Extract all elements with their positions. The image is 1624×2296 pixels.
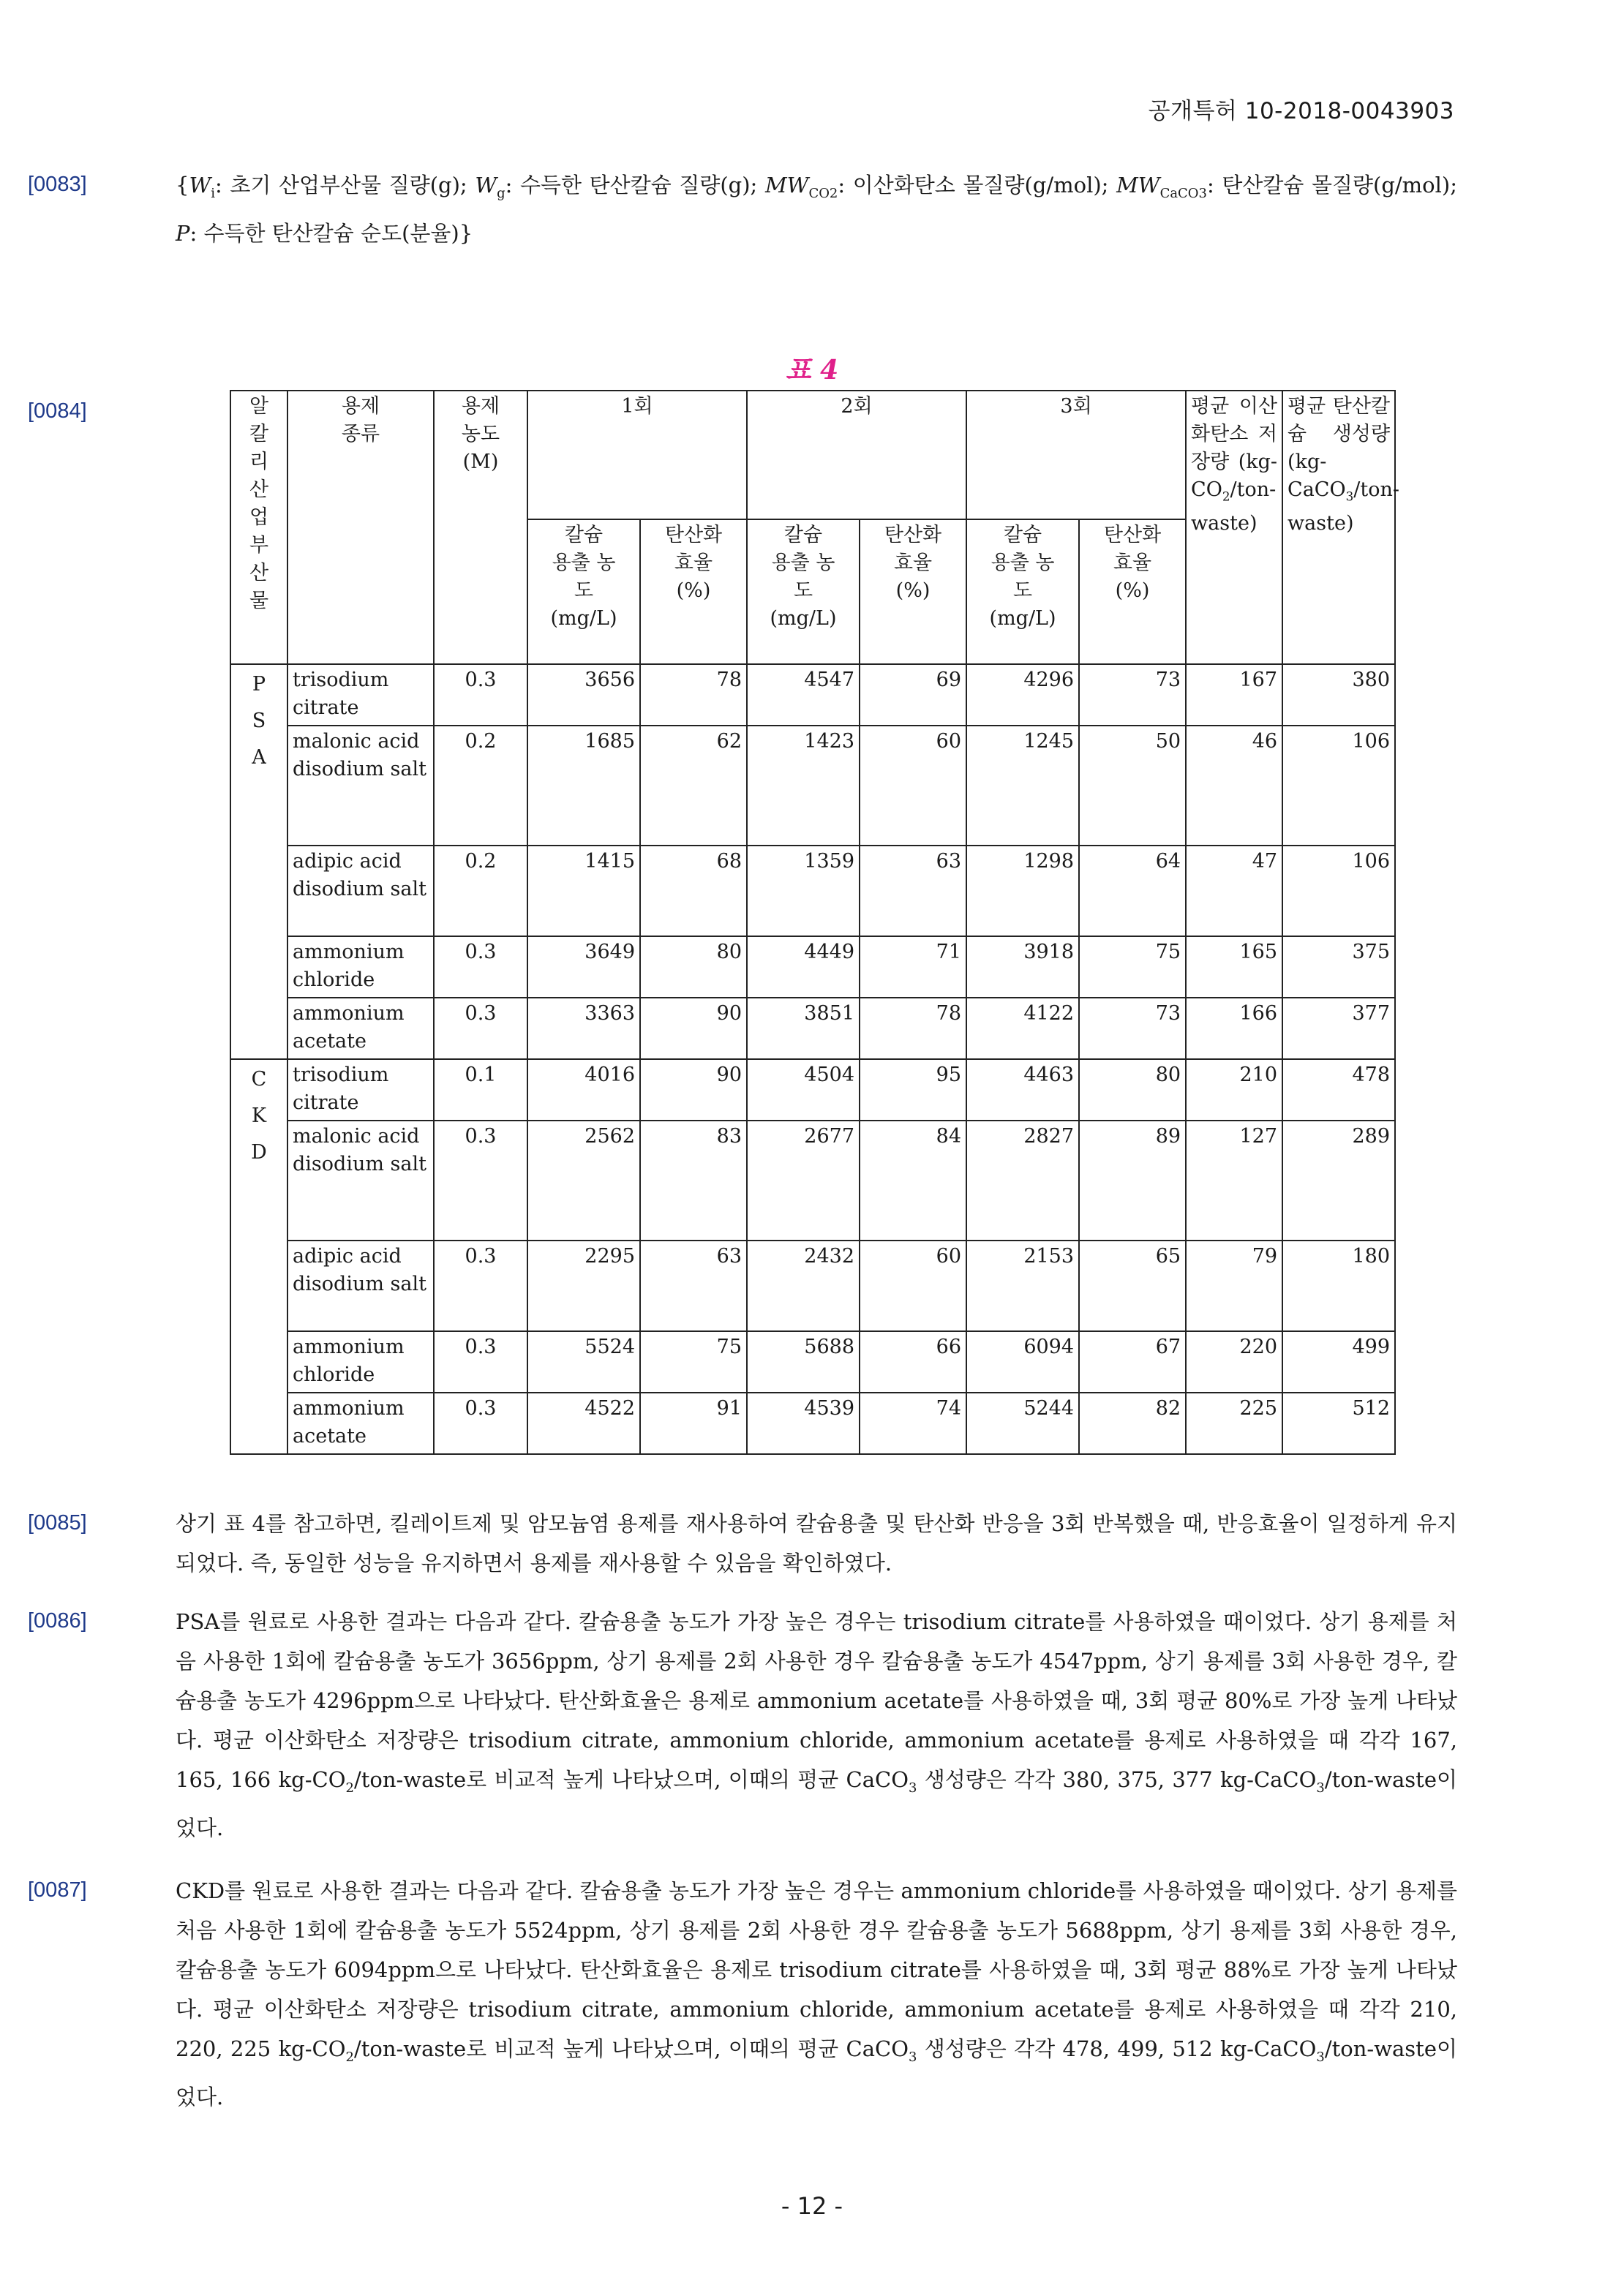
header-carb-eff: 탄산화 효율 (%) [860, 519, 966, 664]
value-cell: 90 [640, 1059, 747, 1121]
value-cell: 289 [1282, 1121, 1395, 1241]
value-cell: 75 [1079, 936, 1186, 998]
value-cell: 65 [1079, 1241, 1186, 1331]
page-number: - 12 - [781, 2192, 843, 2220]
solvent-name-cell: malonic acid disodium salt [287, 1121, 434, 1241]
solvent-conc-cell: 0.2 [434, 726, 527, 846]
document-id: 공개특허 10-2018-0043903 [1148, 98, 1454, 124]
table-row [230, 1331, 1395, 1393]
value-cell: 80 [1079, 1059, 1186, 1121]
table-row [230, 1059, 1395, 1121]
paragraph-number: [0084] [28, 399, 87, 423]
value-cell: 67 [1079, 1331, 1186, 1393]
solvent-conc-cell: 0.3 [434, 936, 527, 998]
value-cell: 89 [1079, 1121, 1186, 1241]
value-cell: 78 [860, 998, 966, 1059]
value-cell: 4122 [966, 998, 1079, 1059]
value-cell: 66 [860, 1331, 966, 1393]
solvent-name-cell: ammonium chloride [287, 936, 434, 998]
solvent-conc-cell: 0.3 [434, 664, 527, 726]
value-cell: 5244 [966, 1393, 1079, 1454]
table-row [230, 936, 1395, 998]
table-row [230, 664, 1395, 726]
value-cell: 377 [1282, 998, 1395, 1059]
value-cell: 2677 [747, 1121, 860, 1241]
value-cell: 1359 [747, 846, 860, 936]
value-cell: 1298 [966, 846, 1079, 936]
value-cell: 62 [640, 726, 747, 846]
paragraph-number: [0087] [28, 1878, 87, 1902]
value-cell: 2432 [747, 1241, 860, 1331]
solvent-name-cell: malonic acid disodium salt [287, 726, 434, 846]
header-avg-co2: 평균 이산화탄소 저장량 $(kg-CO_2/ton-waste)$ [1186, 391, 1282, 664]
value-cell: 46 [1186, 726, 1282, 846]
value-cell: 3649 [527, 936, 640, 998]
paragraph-number: [0086] [28, 1609, 87, 1633]
solvent-name-cell: trisodium citrate [287, 664, 434, 726]
value-cell: 63 [860, 846, 966, 936]
header-round-2: 2회 [747, 391, 966, 519]
table-title: 표 4 [785, 355, 839, 385]
solvent-conc-cell: 0.3 [434, 1121, 527, 1241]
table-row [230, 1241, 1395, 1331]
header-avg-caco3: 평균 탄산칼슘 생성량 (kg-CaCO$_3$/ton-waste) [1282, 391, 1395, 664]
value-cell: 4449 [747, 936, 860, 998]
value-cell: 83 [640, 1121, 747, 1241]
solvent-conc-cell: 0.3 [434, 1331, 527, 1393]
header-ca-elution: 칼슘 용출 농 도 (mg/L) [747, 519, 860, 664]
value-cell: 80 [640, 936, 747, 998]
value-cell: 4539 [747, 1393, 860, 1454]
value-cell: 512 [1282, 1393, 1395, 1454]
value-cell: 3851 [747, 998, 860, 1059]
value-cell: 127 [1186, 1121, 1282, 1241]
value-cell: 91 [640, 1393, 747, 1454]
value-cell: 499 [1282, 1331, 1395, 1393]
value-cell: 2295 [527, 1241, 640, 1331]
value-cell: 60 [860, 726, 966, 846]
header-carb-eff: 탄산화 효율 (%) [640, 519, 747, 664]
solvent-name-cell: ammonium acetate [287, 998, 434, 1059]
header-byproduct: 알 칼 리 산 업 부 산 물 [230, 391, 287, 664]
value-cell: 4463 [966, 1059, 1079, 1121]
value-cell: 79 [1186, 1241, 1282, 1331]
solvent-conc-cell: 0.2 [434, 846, 527, 936]
solvent-name-cell: adipic acid disodium salt [287, 846, 434, 936]
paragraph-0085: 상기 표 4를 참고하면, 킬레이트제 및 암모늄염 용제를 재사용하여 칼슘용출 및 탄산화 반응을 3회 반복했을 때, 반응효율이 일정하게 유지되었다. 즉, 동일한 성능을 유지하면서 용제를 재사용할 수 있음을 확인하였다. [176, 1511, 1457, 1576]
byproduct-group-label: P S A [230, 664, 287, 1059]
value-cell: 165 [1186, 936, 1282, 998]
value-cell: 69 [860, 664, 966, 726]
table-row [230, 726, 1395, 846]
value-cell: 1423 [747, 726, 860, 846]
header-round-1: 1회 [527, 391, 747, 519]
table-row [230, 846, 1395, 936]
value-cell: 5688 [747, 1331, 860, 1393]
value-cell: 166 [1186, 998, 1282, 1059]
value-cell: 106 [1282, 726, 1395, 846]
value-cell: 5524 [527, 1331, 640, 1393]
value-cell: 3363 [527, 998, 640, 1059]
table-row [230, 1121, 1395, 1241]
value-cell: 4504 [747, 1059, 860, 1121]
header-carb-eff: 탄산화 효율 (%) [1079, 519, 1186, 664]
paragraph-number: [0085] [28, 1511, 87, 1535]
value-cell: 4547 [747, 664, 860, 726]
value-cell: 478 [1282, 1059, 1395, 1121]
value-cell: 74 [860, 1393, 966, 1454]
value-cell: 47 [1186, 846, 1282, 936]
results-table [230, 390, 1399, 1455]
value-cell: 1415 [527, 846, 640, 936]
header-solvent-conc: 용제 농도 (M) [434, 391, 527, 664]
value-cell: 50 [1079, 726, 1186, 846]
value-cell: 73 [1079, 998, 1186, 1059]
value-cell: 90 [640, 998, 747, 1059]
value-cell: 225 [1186, 1393, 1282, 1454]
table-body [230, 664, 1395, 1454]
value-cell: 64 [1079, 846, 1186, 936]
solvent-conc-cell: 0.3 [434, 1241, 527, 1331]
value-cell: 180 [1282, 1241, 1395, 1331]
paragraph-0086: PSA를 원료로 사용한 결과는 다음과 같다. 칼슘용출 농도가 가장 높은 경우는 trisodium citrate를 사용하였을 때이었다. 상기 용제를 처음 사용한 1회에 칼슘용출 농도가 3656ppm, 상기 용제를 2회 사용한 경우 칼슘용출 농도가 4547ppm, 상기 용제를 3회 사용한 경우, 칼슘용출 농도가 4296ppm으로 나타났다. 탄산화효율은 용제로 ammonium acetate를 사용하였을 때, 3회 평균 80%로 가장 높게 나타났다. 평균 이산화탄소 저장량은 trisodium citrate, ammonium chloride, ammonium acetate를 용제로 사용하였을 때 각각 167, 165, 166 $kg-CO_2/ton$-waste로 비교적 높게 나타났으며, 이때의 평균 CaCO$_3$ 생성량은 각각 380, 375, 377 kg-CaCO$_3$/ton-waste이었다. [176, 1609, 1458, 1840]
value-cell: 106 [1282, 846, 1395, 936]
value-cell: 4296 [966, 664, 1079, 726]
value-cell: 380 [1282, 664, 1395, 726]
header-solvent-type: 용제 종류 [287, 391, 434, 664]
byproduct-group-label: C K D [230, 1059, 287, 1454]
value-cell: 2153 [966, 1241, 1079, 1331]
header-round-3: 3회 [966, 391, 1186, 519]
table-row [230, 998, 1395, 1059]
value-cell: 63 [640, 1241, 747, 1331]
value-cell: 60 [860, 1241, 966, 1331]
solvent-name-cell: adipic acid disodium salt [287, 1241, 434, 1331]
value-cell: 167 [1186, 664, 1282, 726]
value-cell: 2562 [527, 1121, 640, 1241]
value-cell: 84 [860, 1121, 966, 1241]
value-cell: 210 [1186, 1059, 1282, 1121]
header-ca-elution: 칼슘 용출 농 도 (mg/L) [966, 519, 1079, 664]
value-cell: 6094 [966, 1331, 1079, 1393]
value-cell: 3656 [527, 664, 640, 726]
value-cell: 220 [1186, 1331, 1282, 1393]
value-cell: 4016 [527, 1059, 640, 1121]
solvent-conc-cell: 0.3 [434, 1393, 527, 1454]
value-cell: 2827 [966, 1121, 1079, 1241]
value-cell: 68 [640, 846, 747, 936]
value-cell: 71 [860, 936, 966, 998]
solvent-conc-cell: 0.3 [434, 998, 527, 1059]
value-cell: 75 [640, 1331, 747, 1393]
value-cell: 1685 [527, 726, 640, 846]
solvent-name-cell: ammonium acetate [287, 1393, 434, 1454]
value-cell: 82 [1079, 1393, 1186, 1454]
header-ca-elution: 칼슘 용출 농 도 (mg/L) [527, 519, 640, 664]
paragraph-0083: {$W_i$: 초기 산업부산물 질량(g); $W_g$: 수득한 탄산칼슘 질량(g); $MW_{CO2}$: 이산화탄소 몰질량(g/mol); $MW_{CaCO3}$: 탄산칼슘 몰질량(g/mol); P: 수득한 탄산칼슘 순도(분율)} [176, 173, 1458, 246]
value-cell: 375 [1282, 936, 1395, 998]
table-row [230, 1393, 1395, 1454]
paragraph-number: [0083] [28, 173, 87, 196]
value-cell: 78 [640, 664, 747, 726]
value-cell: 73 [1079, 664, 1186, 726]
solvent-name-cell: trisodium citrate [287, 1059, 434, 1121]
solvent-name-cell: ammonium chloride [287, 1331, 434, 1393]
value-cell: 3918 [966, 936, 1079, 998]
value-cell: 1245 [966, 726, 1079, 846]
paragraph-0087: CKD를 원료로 사용한 결과는 다음과 같다. 칼슘용출 농도가 가장 높은 경우는 ammonium chloride를 사용하였을 때이었다. 상기 용제를 처음 사용한 1회에 칼슘용출 농도가 5524ppm, 상기 용제를 2회 사용한 경우 칼슘용출 농도가 5688ppm, 상기 용제를 3회 사용한 경우, 칼슘용출 농도가 6094ppm으로 나타났다. 탄산화효율은 용제로 trisodium citrate를 사용하였을 때, 3회 평균 88%로 가장 높게 나타났다. 평균 이산화탄소 저장량은 trisodium citrate, ammonium chloride, ammonium acetate를 용제로 사용하였을 때 각각 210, 220, 225 $kg-CO_2/ton$-waste로 비교적 높게 나타났으며, 이때의 평균 CaCO$_3$ 생성량은 각각 478, 499, 512 kg-CaCO$_3$/ton-waste이었다. [176, 1878, 1458, 2109]
value-cell: 95 [860, 1059, 966, 1121]
value-cell: 4522 [527, 1393, 640, 1454]
solvent-conc-cell: 0.1 [434, 1059, 527, 1121]
